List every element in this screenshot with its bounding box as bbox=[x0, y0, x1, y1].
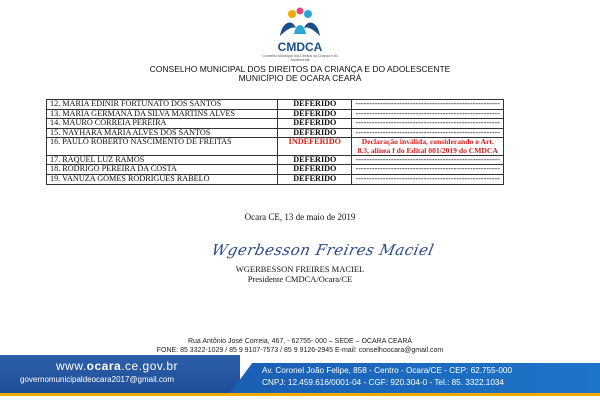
address-line: Rua Antônio José Correia, 467, - 62755- 000 – SEDE – OCARA CEARÁ bbox=[187, 338, 413, 345]
candidate-name: 13. MARIA GERMANA DA SILVA MARTINS ALVES bbox=[47, 109, 278, 119]
footer-address: Av. Coronel João Felipe, 858 - Centro - Ocara/CE - CEP: 62.755-000 bbox=[262, 366, 512, 375]
candidate-name: 19. VANUZA GOMES RODRIGUES RABELO bbox=[47, 174, 278, 184]
site-suffix: .ce.gov.br bbox=[121, 359, 179, 373]
candidate-name: 14. MAURO CORREIA PEREIRA bbox=[47, 119, 278, 129]
table-row bbox=[47, 174, 504, 184]
table-row bbox=[47, 119, 504, 129]
candidate-name: 17. RAQUEL LUZ RAMOS bbox=[47, 155, 278, 165]
status-cell: DEFERIDO bbox=[278, 174, 352, 184]
signer-role: Presidente CMDCA/Ocara/CE bbox=[247, 274, 353, 284]
status-cell-indeferido: INDEFERIDO bbox=[278, 138, 352, 155]
note-cell: ----------------------------------------------------- bbox=[352, 100, 504, 110]
signer-name: WGERBESSON FREIRES MACIEL bbox=[235, 264, 365, 274]
note-cell-reason: Declaração inválida, considerando o Art. 8.3, alínea f do Edital 001/2019 do CMDCA bbox=[352, 138, 504, 155]
status-cell: DEFERIDO bbox=[278, 109, 352, 119]
logo-subtext: Conselho Municipal dos Direitos da Criança e do Adolescente bbox=[262, 54, 338, 62]
status-cell: DEFERIDO bbox=[278, 128, 352, 138]
table-row bbox=[47, 138, 504, 155]
site-prefix: www. bbox=[56, 359, 87, 373]
handwritten-signature: Wgerbesson Freires Maciel bbox=[210, 241, 436, 259]
footer-email-link[interactable]: governomunicipaldeocara2017@gmail.com bbox=[20, 375, 174, 384]
note-cell: ----------------------------------------------------- bbox=[352, 165, 504, 175]
status-cell: DEFERIDO bbox=[278, 155, 352, 165]
footer-stripe bbox=[0, 393, 600, 396]
logo-text: CMDCA bbox=[277, 40, 323, 54]
cmdca-emblem-icon bbox=[262, 6, 338, 42]
status-cell: DEFERIDO bbox=[278, 119, 352, 129]
note-cell: ----------------------------------------------------- bbox=[352, 109, 504, 119]
footer-banner bbox=[0, 355, 600, 401]
municipality-title: MUNICÍPIO DE OCARA CEARÁ bbox=[238, 73, 362, 83]
note-cell: ----------------------------------------------------- bbox=[352, 128, 504, 138]
status-cell: DEFERIDO bbox=[278, 165, 352, 175]
candidate-name: 15. NAYHARA MARIA ALVES DOS SANTOS bbox=[47, 128, 278, 138]
candidate-name: 18. RODRIGO PEREIRA DA COSTA bbox=[47, 165, 278, 175]
table-row bbox=[47, 100, 504, 110]
candidate-name: 16. PAULO ROBERTO NASCIMENTO DE FREITAS bbox=[47, 138, 278, 155]
candidate-name: 12. MARIA EDINIR FORTUNATO DOS SANTOS bbox=[47, 100, 278, 110]
phone-email-line: FONE: 85 3322-1029 / 85 9 9107-7573 / 85 9 9126-2945 E-mail: conselhoocara@gmail.com bbox=[156, 347, 444, 354]
footer-registration: CNPJ: 12.459.616/0001-04 - CGF: 920.304-0 - Tel.: 85. 3322.1034 bbox=[262, 378, 504, 387]
cmdca-logo bbox=[262, 6, 338, 62]
website-link[interactable] bbox=[56, 359, 178, 373]
document-date: Ocara CE, 13 de maio de 2019 bbox=[244, 212, 356, 222]
note-cell: ----------------------------------------------------- bbox=[352, 174, 504, 184]
note-cell: ----------------------------------------------------- bbox=[352, 155, 504, 165]
council-title: CONSELHO MUNICIPAL DOS DIREITOS DA CRIANÇA E DO ADOLESCENTE bbox=[149, 64, 451, 74]
site-brand: ocara bbox=[86, 359, 122, 373]
candidates-table bbox=[46, 99, 504, 185]
note-cell: ----------------------------------------------------- bbox=[352, 119, 504, 129]
status-cell: DEFERIDO bbox=[278, 100, 352, 110]
